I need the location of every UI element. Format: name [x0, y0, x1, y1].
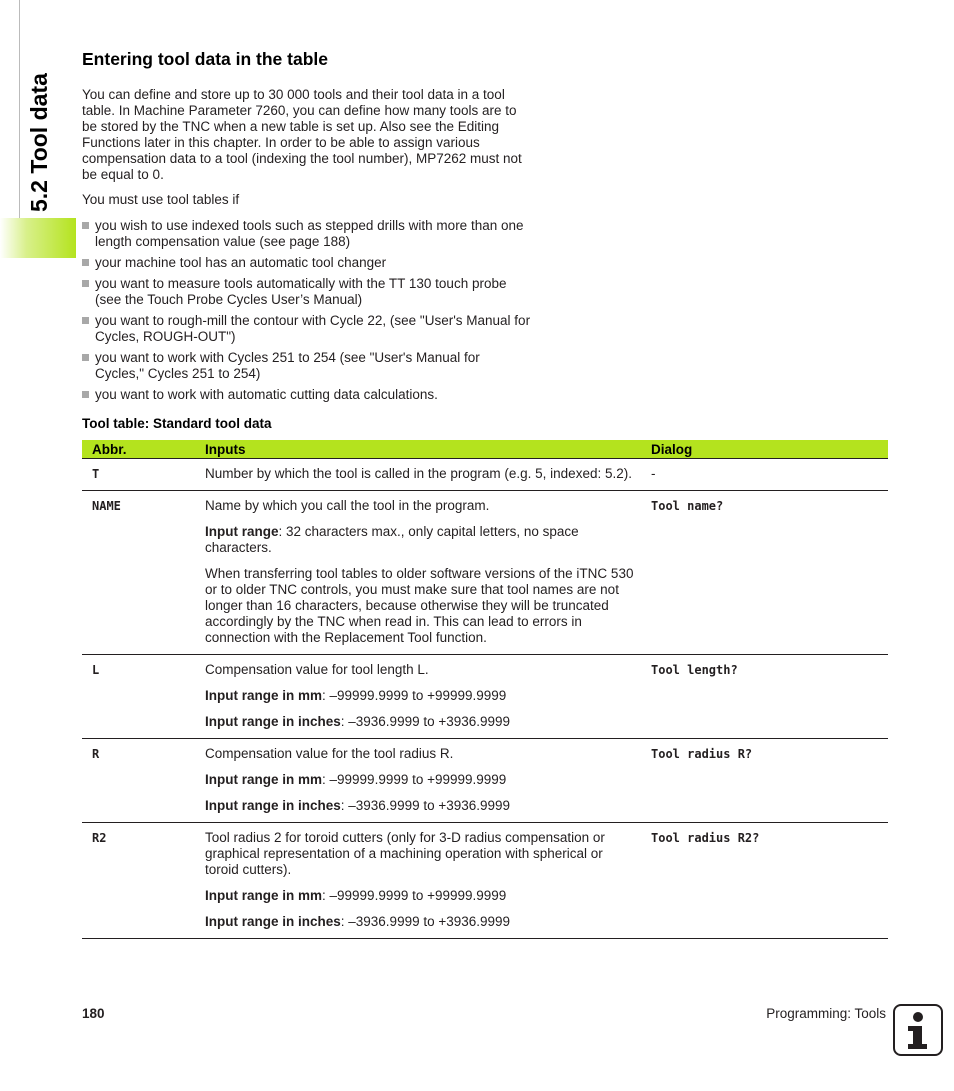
- cell-inputs: [205, 823, 651, 939]
- chapter-tab-label: 5.2 Tool data: [26, 73, 52, 212]
- input-text: : –3936.9999 to +3936.9999: [340, 914, 511, 929]
- table-row: [82, 491, 888, 655]
- input-paragraph: [205, 772, 639, 788]
- cell-abbr: T: [82, 459, 205, 491]
- cell-inputs: [205, 459, 651, 491]
- table-header-row: [82, 440, 888, 459]
- chapter-side-tab: [0, 0, 76, 260]
- input-paragraph: [205, 798, 639, 814]
- cell-dialog: Tool radius R?: [651, 739, 888, 823]
- cell-dialog: Tool name?: [651, 491, 888, 655]
- list-item: you want to work with Cycles 251 to 254 (see "User's Manual for Cycles," Cycles 251 to 254): [82, 350, 532, 382]
- input-range-label: Input range in mm: [205, 772, 323, 787]
- bullet-square-icon: [82, 317, 89, 324]
- must-use-text: You must use tool tables if: [82, 192, 240, 207]
- cell-abbr: NAME: [82, 491, 205, 655]
- cell-abbr: R2: [82, 823, 205, 939]
- input-paragraph: [205, 746, 639, 762]
- bullet-square-icon: [82, 259, 89, 266]
- table-row: [82, 739, 888, 823]
- input-text: Tool radius 2 for toroid cutters (only for 3-D radius compensation or graphical representation of a machining operation with spherical or toroid cutters).: [205, 830, 605, 877]
- input-text: : –99999.9999 to +99999.9999: [322, 688, 507, 703]
- input-text: : –99999.9999 to +99999.9999: [322, 772, 507, 787]
- table-row: [82, 823, 888, 939]
- list-item: you want to measure tools automatically with the TT 130 touch probe (see the Touch Probe Cycles User’s Manual): [82, 276, 532, 308]
- input-paragraph: [205, 662, 639, 678]
- bullet-list: [82, 218, 532, 408]
- input-range-label: Input range in inches: [205, 798, 341, 813]
- info-icon[interactable]: [893, 1004, 943, 1056]
- input-range-label: Input range in inches: [205, 914, 341, 929]
- input-paragraph: [205, 714, 639, 730]
- header-dialog: Dialog: [651, 440, 888, 459]
- info-glyph: [895, 1006, 941, 1054]
- table-row: [82, 459, 888, 491]
- input-text: Compensation value for tool length L.: [205, 662, 429, 677]
- tab-divider: [19, 0, 20, 218]
- chapter-title: Programming: Tools: [766, 1006, 886, 1021]
- input-paragraph: [205, 888, 639, 904]
- input-text: Number by which the tool is called in the program (e.g. 5, indexed: 5.2).: [205, 466, 632, 481]
- tool-data-table: [82, 440, 888, 939]
- list-item: you want to rough-mill the contour with Cycle 22, (see "User's Manual for Cycles, ROUGH-OUT"): [82, 313, 532, 345]
- input-paragraph: [205, 566, 639, 646]
- header-inputs: Inputs: [205, 440, 651, 459]
- table-body: [82, 459, 888, 939]
- cell-inputs: [205, 491, 651, 655]
- input-range-label: Input range in mm: [205, 888, 323, 903]
- cell-dialog: -: [651, 459, 888, 491]
- section-heading: Entering tool data in the table: [82, 49, 328, 69]
- input-text: When transferring tool tables to older software versions of the iTNC 530 or to older TNC controls, you must make sure that tool names are not longer than 16 characters, because otherwise they will be truncated accordingly by the TNC when read in. This can lead to errors in connection with the Replacement Tool function.: [205, 566, 634, 645]
- tab-green-marker: [0, 218, 76, 258]
- bullet-square-icon: [82, 280, 89, 287]
- input-range-label: Input range in mm: [205, 688, 323, 703]
- cell-dialog: Tool radius R2?: [651, 823, 888, 939]
- bullet-square-icon: [82, 391, 89, 398]
- input-paragraph: [205, 830, 639, 878]
- cell-dialog: Tool length?: [651, 655, 888, 739]
- input-paragraph: [205, 914, 639, 930]
- table-caption: Tool table: Standard tool data: [82, 416, 272, 431]
- input-text: : 32 characters max., only capital letters, no space characters.: [205, 524, 579, 555]
- list-item: you want to work with automatic cutting data calculations.: [82, 387, 532, 403]
- input-paragraph: [205, 524, 639, 556]
- bullet-square-icon: [82, 222, 89, 229]
- input-paragraph: [205, 498, 639, 514]
- cell-abbr: R: [82, 739, 205, 823]
- cell-inputs: [205, 655, 651, 739]
- input-range-label: Input range: [205, 524, 279, 539]
- input-text: Name by which you call the tool in the program.: [205, 498, 490, 513]
- header-abbr: Abbr.: [82, 440, 205, 459]
- input-text: Compensation value for the tool radius R.: [205, 746, 454, 761]
- table-row: [82, 655, 888, 739]
- bullet-square-icon: [82, 354, 89, 361]
- input-text: : –3936.9999 to +3936.9999: [340, 714, 511, 729]
- input-paragraph: [205, 688, 639, 704]
- cell-abbr: L: [82, 655, 205, 739]
- input-range-label: Input range in inches: [205, 714, 341, 729]
- list-item: your machine tool has an automatic tool changer: [82, 255, 532, 271]
- input-paragraph: [205, 466, 639, 482]
- input-text: : –99999.9999 to +99999.9999: [322, 888, 507, 903]
- page-number: 180: [82, 1006, 105, 1021]
- list-item: you wish to use indexed tools such as stepped drills with more than one length compensation value (see page 188): [82, 218, 532, 250]
- input-text: : –3936.9999 to +3936.9999: [340, 798, 511, 813]
- intro-paragraph: You can define and store up to 30 000 tools and their tool data in a tool table. In Machine Parameter 7260, you can define how many tools are to be stored by the TNC when a new table is set up. Also see the Editing Functions later in this chapter. In order to be able to assign various compensation data to a tool (indexing the tool number), MP7262 must not be equal to 0.: [82, 87, 522, 182]
- cell-inputs: [205, 739, 651, 823]
